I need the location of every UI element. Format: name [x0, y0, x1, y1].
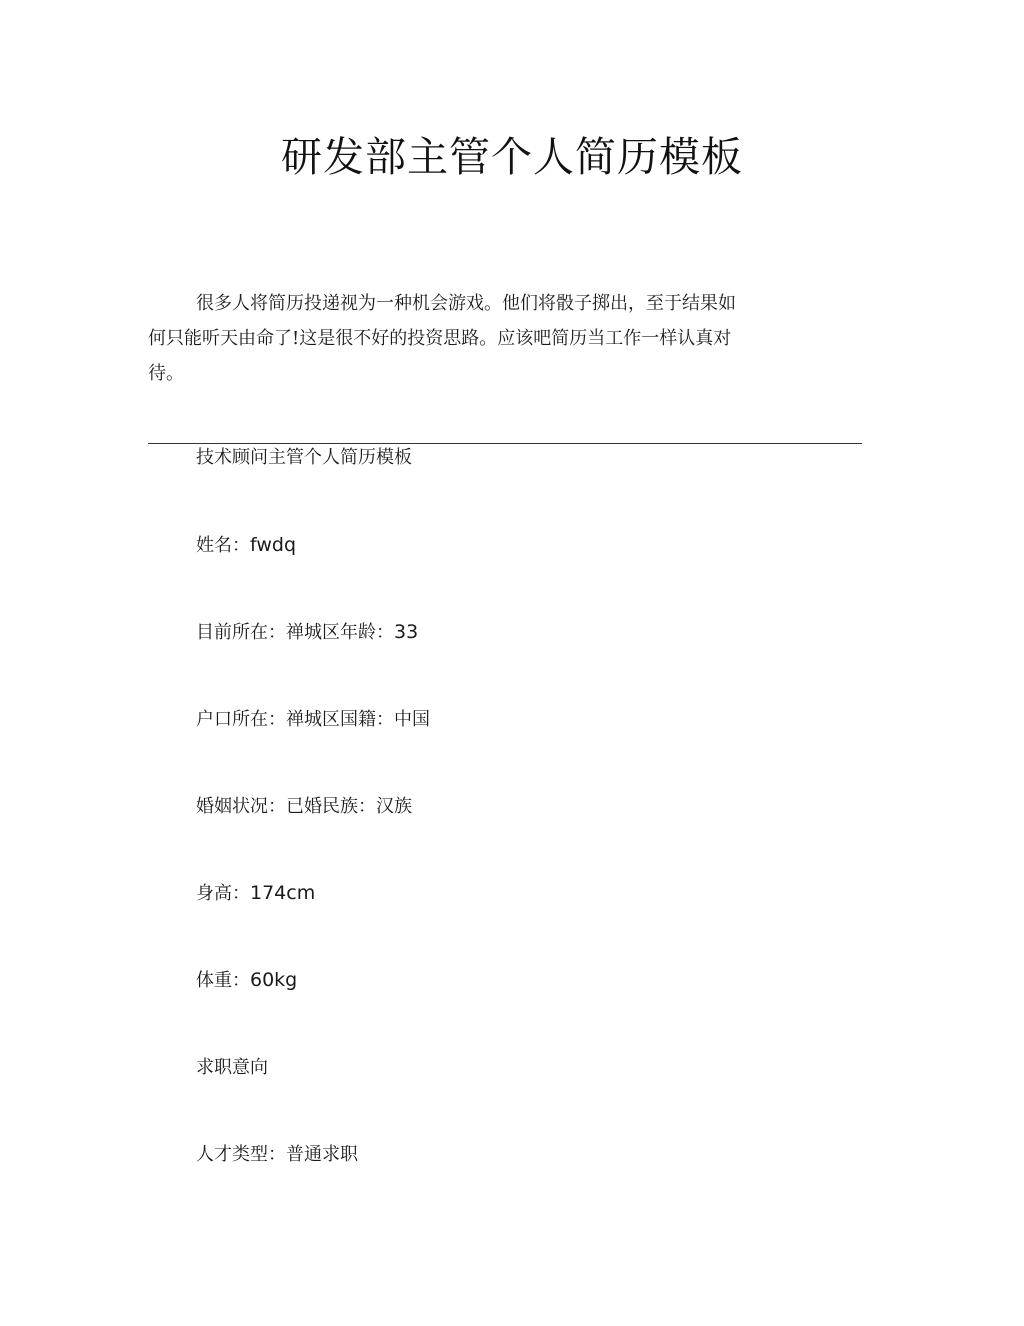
talent-type-value: 普通求职: [286, 1144, 358, 1165]
talent-type-label: 人才类型：: [196, 1144, 286, 1165]
marital-label: 婚姻状况：: [196, 796, 286, 817]
location-age-row: [196, 618, 418, 644]
document-title: 研发部主管个人简历模板: [281, 133, 743, 181]
name-row: [196, 531, 296, 557]
job-intent-heading: 求职意向: [196, 1057, 268, 1078]
age-value: 33: [394, 621, 419, 643]
intro-paragraph: 很多人将简历投递视为一种机会游戏。他们将骰子掷出，至于结果如何只能听天由命了!这是很不好的投资思路。应该吧简历当工作一样认真对待。: [148, 293, 736, 384]
ethnicity-value: 汉族: [376, 796, 412, 817]
hukou-label: 户口所在：: [196, 709, 286, 730]
marital-value: 已婚: [286, 796, 322, 817]
height-label: 身高：: [196, 883, 250, 904]
weight-label: 体重：: [196, 970, 250, 991]
marital-ethnicity-row: [196, 792, 412, 818]
height-value: 174cm: [250, 882, 316, 904]
nationality-label: 国籍：: [340, 709, 394, 730]
ethnicity-label: 民族：: [322, 796, 376, 817]
talent-type-row: [196, 1140, 358, 1166]
resume-subtitle: 技术顾问主管个人简历模板: [196, 447, 412, 468]
location-value: 禅城区: [286, 622, 340, 643]
weight-value: 60kg: [250, 969, 298, 991]
name-label: 姓名：: [196, 535, 250, 556]
hukou-nationality-row: [196, 705, 430, 731]
age-label: 年龄：: [340, 622, 394, 643]
name-value: fwdq: [250, 534, 297, 556]
location-label: 目前所在：: [196, 622, 286, 643]
nationality-value: 中国: [394, 709, 430, 730]
height-row: [196, 879, 315, 905]
weight-row: [196, 966, 297, 992]
hukou-value: 禅城区: [286, 709, 340, 730]
